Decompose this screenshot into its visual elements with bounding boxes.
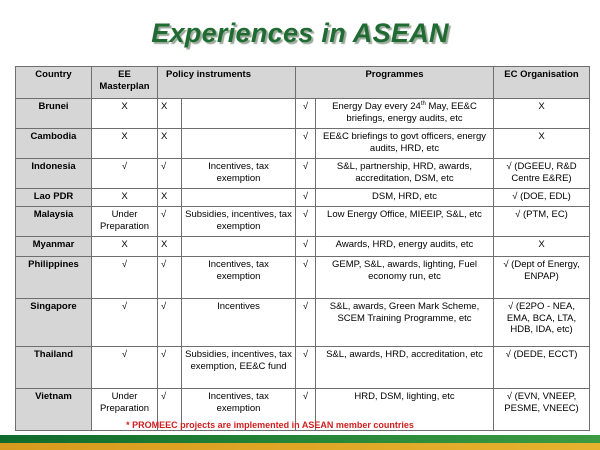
ec-org-cell: √ (DOE, EDL) xyxy=(494,189,590,207)
masterplan-cell: √ xyxy=(92,299,158,347)
policy-mark-cell: √ xyxy=(158,389,182,431)
header-country: Country xyxy=(16,67,92,99)
programmes-superscript: th xyxy=(420,100,426,107)
policy-cell: Subsidies, incentives, tax exemption, EE&C fund xyxy=(182,347,296,389)
table-row xyxy=(16,257,590,299)
policy-cell xyxy=(182,189,296,207)
policy-mark-cell: X xyxy=(158,99,182,129)
header-ec-org: EC Organisation xyxy=(494,67,590,99)
header-programmes: Programmes xyxy=(296,67,494,99)
programmes-cell: EE&C briefings to govt officers, energy audits, HRD, etc xyxy=(316,129,494,159)
ec-org-cell: √ (DGEEU, R&D Centre E&RE) xyxy=(494,159,590,189)
programme-mark-cell: √ xyxy=(296,389,316,431)
programme-mark-cell: √ xyxy=(296,347,316,389)
programmes-cell: S&L, awards, HRD, accreditation, etc xyxy=(316,347,494,389)
policy-cell: Subsidies, incentives, tax exemption xyxy=(182,207,296,237)
policy-mark-cell: X xyxy=(158,237,182,257)
table-row xyxy=(16,159,590,189)
masterplan-cell: X xyxy=(92,237,158,257)
policy-cell: Incentives xyxy=(182,299,296,347)
programmes-cell: S&L, awards, Green Mark Scheme, SCEM Training Programme, etc xyxy=(316,299,494,347)
policy-mark-cell: √ xyxy=(158,257,182,299)
masterplan-cell: X xyxy=(92,129,158,159)
masterplan-cell: Under Preparation xyxy=(92,207,158,237)
policy-mark-cell: X xyxy=(158,129,182,159)
programmes-text: May, EE&C briefings, energy audits, etc xyxy=(346,101,477,124)
programmes-cell: DSM, HRD, etc xyxy=(316,189,494,207)
ec-org-cell: √ (PTM, EC) xyxy=(494,207,590,237)
country-cell: Cambodia xyxy=(16,129,92,159)
asean-experience-table xyxy=(15,66,590,431)
header-masterplan: EE Masterplan xyxy=(92,67,158,99)
programme-mark-cell: √ xyxy=(296,189,316,207)
footnote: * PROMEEC projects are implemented in ASEAN member countries xyxy=(126,420,414,430)
ec-org-cell: √ (E2PO - NEA, EMA, BCA, LTA, HDB, IDA, etc) xyxy=(494,299,590,347)
programme-mark-cell: √ xyxy=(296,99,316,129)
country-cell: Brunei xyxy=(16,99,92,129)
programmes-cell: GEMP, S&L, awards, lighting, Fuel economy run, etc xyxy=(316,257,494,299)
country-cell: Thailand xyxy=(16,347,92,389)
programmes-cell: Awards, HRD, energy audits, etc xyxy=(316,237,494,257)
masterplan-cell: √ xyxy=(92,159,158,189)
table-row xyxy=(16,237,590,257)
header-row xyxy=(16,67,590,99)
programme-mark-cell: √ xyxy=(296,257,316,299)
masterplan-cell: X xyxy=(92,189,158,207)
programme-mark-cell: √ xyxy=(296,129,316,159)
table-row xyxy=(16,207,590,237)
masterplan-cell: √ xyxy=(92,257,158,299)
policy-mark-cell: √ xyxy=(158,159,182,189)
programmes-text: Energy Day every 24 xyxy=(332,101,421,112)
policy-mark-cell: √ xyxy=(158,347,182,389)
footer-orange-bar xyxy=(0,443,600,450)
country-cell: Vietnam xyxy=(16,389,92,431)
ec-org-cell: X xyxy=(494,129,590,159)
policy-cell xyxy=(182,237,296,257)
programmes-cell: Low Energy Office, MIEEIP, S&L, etc xyxy=(316,207,494,237)
country-cell: Indonesia xyxy=(16,159,92,189)
slide-title: Experiences in ASEAN xyxy=(151,18,449,48)
country-cell: Singapore xyxy=(16,299,92,347)
header-policy: Policy instruments xyxy=(158,67,296,99)
programme-mark-cell: √ xyxy=(296,207,316,237)
table-row xyxy=(16,129,590,159)
programmes-cell: S&L, partnership, HRD, awards, accreditation, DSM, etc xyxy=(316,159,494,189)
table-row xyxy=(16,347,590,389)
policy-mark-cell: X xyxy=(158,189,182,207)
country-cell: Philippines xyxy=(16,257,92,299)
table-row xyxy=(16,299,590,347)
policy-cell: Incentives, tax exemption xyxy=(182,159,296,189)
country-cell: Myanmar xyxy=(16,237,92,257)
policy-cell xyxy=(182,99,296,129)
country-cell: Malaysia xyxy=(16,207,92,237)
programme-mark-cell: √ xyxy=(296,159,316,189)
ec-org-cell: X xyxy=(494,237,590,257)
programmes-cell: HRD, DSM, lighting, etc xyxy=(316,389,494,431)
programme-mark-cell: √ xyxy=(296,237,316,257)
footer-green-bar xyxy=(0,435,600,443)
country-cell: Lao PDR xyxy=(16,189,92,207)
programmes-cell xyxy=(316,99,494,129)
policy-mark-cell: √ xyxy=(158,207,182,237)
policy-cell: Incentives, tax exemption xyxy=(182,257,296,299)
masterplan-cell: √ xyxy=(92,347,158,389)
ec-org-cell: X xyxy=(494,99,590,129)
ec-org-cell: √ (Dept of Energy, ENPAP) xyxy=(494,257,590,299)
ec-org-cell: √ (DEDE, ECCT) xyxy=(494,347,590,389)
masterplan-cell: Under Preparation xyxy=(92,389,158,431)
policy-cell xyxy=(182,129,296,159)
programme-mark-cell: √ xyxy=(296,299,316,347)
table-row xyxy=(16,99,590,129)
table-row xyxy=(16,189,590,207)
ec-org-cell: √ (EVN, VNEEP, PESME, VNEEC) xyxy=(494,389,590,431)
policy-mark-cell: √ xyxy=(158,299,182,347)
masterplan-cell: X xyxy=(92,99,158,129)
policy-cell: Incentives, tax exemption xyxy=(182,389,296,431)
